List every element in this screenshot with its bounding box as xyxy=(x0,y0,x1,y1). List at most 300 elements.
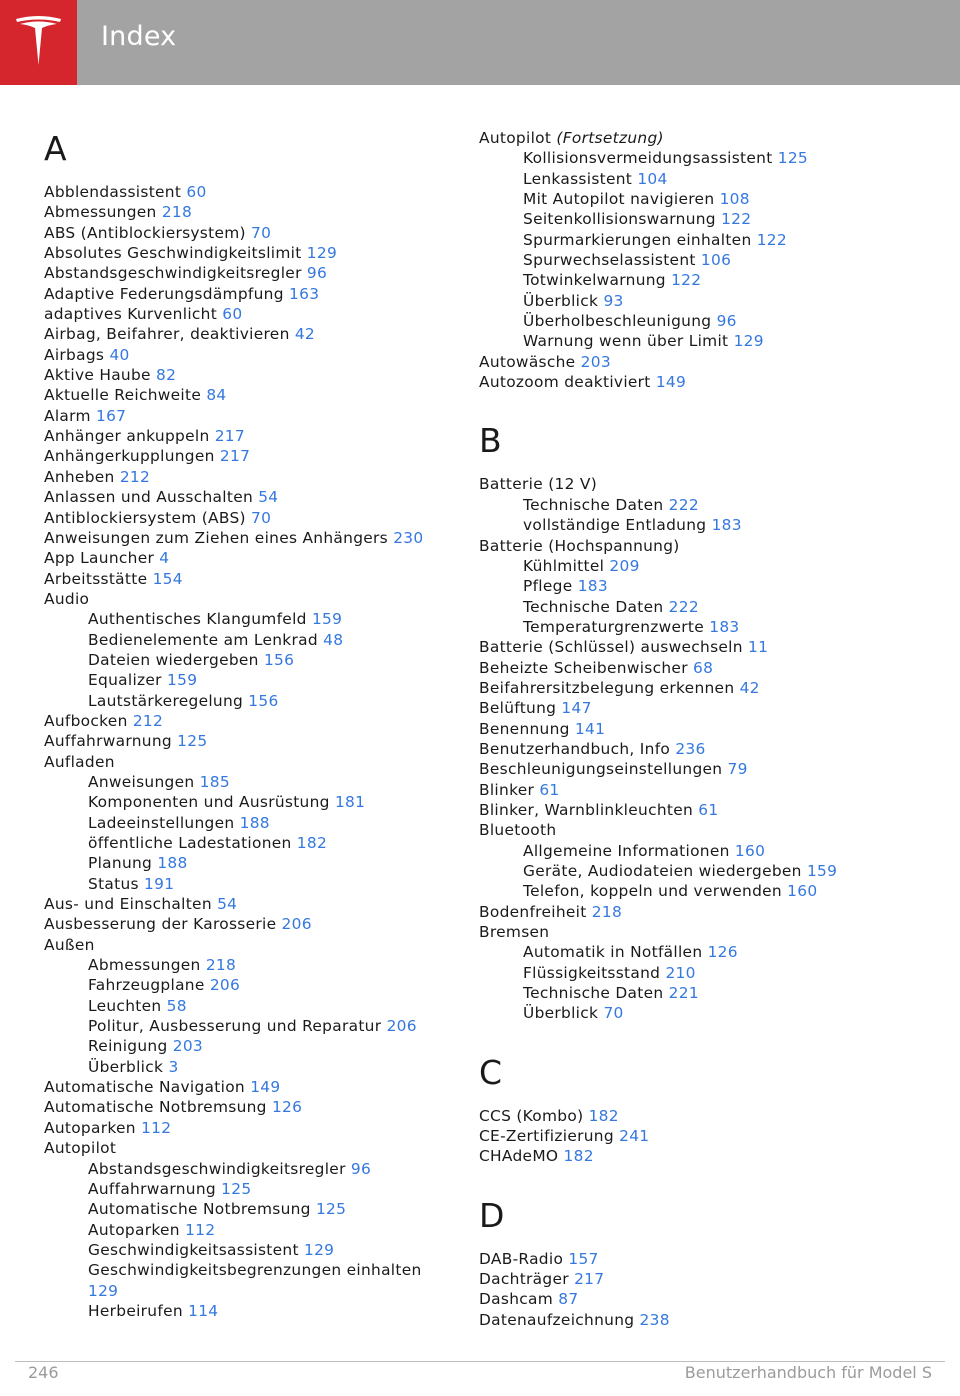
index-entry xyxy=(44,426,449,446)
page-link[interactable]: 125 xyxy=(315,1200,347,1219)
page-link[interactable]: 238 xyxy=(639,1310,670,1329)
page-link[interactable]: 156 xyxy=(248,691,279,710)
tesla-logo-icon xyxy=(13,13,64,71)
index-subentry xyxy=(44,792,449,812)
index-entry xyxy=(44,406,449,426)
page-link[interactable]: 183 xyxy=(711,516,742,535)
brand-logo xyxy=(0,0,77,85)
page-link[interactable]: 112 xyxy=(141,1118,172,1137)
index-entry xyxy=(44,1118,449,1138)
entry-term: Anweisungen zum Ziehen eines Anhängers xyxy=(44,528,388,547)
entry-term: Blinker, Warnblinkleuchten xyxy=(479,800,694,819)
index-entry xyxy=(479,678,919,698)
page-link[interactable]: 125 xyxy=(221,1179,252,1198)
entry-term: Abstandsgeschwindigkeitsregler xyxy=(44,264,302,283)
index-subentry xyxy=(44,1159,449,1179)
entry-term: Außen xyxy=(44,935,95,954)
entry-term: Überholbeschleunigung xyxy=(523,312,712,331)
entry-term: Lautstärkeregelung xyxy=(88,691,244,710)
index-entry xyxy=(44,223,449,243)
entry-term: Politur, Ausbesserung und Reparatur xyxy=(88,1017,382,1036)
index-entry xyxy=(44,304,449,324)
page-link[interactable]: 217 xyxy=(219,447,251,466)
index-subentry xyxy=(479,963,919,983)
page-link[interactable]: 230 xyxy=(393,528,424,547)
index-entry xyxy=(479,1289,919,1309)
index-subentry xyxy=(479,861,919,881)
footer-manual-title: Benutzerhandbuch für Model S xyxy=(684,1363,932,1382)
entry-term: Spurwechselassistent xyxy=(523,251,696,270)
index-entry xyxy=(479,800,919,820)
index-subentry xyxy=(479,250,919,270)
page-link[interactable]: 87 xyxy=(558,1290,579,1309)
entry-term: Beheizte Scheibenwischer xyxy=(479,658,688,677)
page-link[interactable]: 149 xyxy=(655,373,687,392)
entry-term: DAB-Radio xyxy=(479,1249,564,1268)
page-link[interactable]: 108 xyxy=(719,190,750,209)
entry-term: Bedienelemente am Lenkrad xyxy=(88,630,318,649)
section-letter: B xyxy=(479,421,502,461)
index-entry xyxy=(44,263,449,283)
entry-term: Kollisionsvermeidungsassistent xyxy=(523,149,773,168)
entry-term: öffentliche Ladestationen xyxy=(88,834,292,852)
index-entry xyxy=(44,569,449,589)
entry-term: Technische Daten xyxy=(523,984,664,1003)
page-link[interactable]: 159 xyxy=(806,862,838,880)
entry-term: App Launcher xyxy=(44,549,155,568)
entry-term: Auffahrwarnung xyxy=(44,732,172,751)
page-link[interactable]: 209 xyxy=(609,556,640,575)
entry-term: Alarm xyxy=(44,406,91,425)
entry-term: Abblendassistent xyxy=(44,183,182,201)
index-subentry xyxy=(44,650,449,670)
index-subentry xyxy=(479,556,919,576)
page-link[interactable]: 70 xyxy=(603,1004,624,1023)
page-link[interactable]: 125 xyxy=(777,149,809,168)
index-entry xyxy=(479,902,919,922)
index-entry xyxy=(44,202,449,222)
index-entry xyxy=(44,385,449,405)
index-subentry xyxy=(479,270,919,290)
page-link[interactable]: 212 xyxy=(132,711,164,730)
page-link[interactable]: 112 xyxy=(185,1220,216,1239)
index-entry xyxy=(479,1249,919,1269)
entry-term: Anweisungen xyxy=(88,772,195,791)
page-link[interactable]: 222 xyxy=(668,495,699,514)
index-subentry xyxy=(44,1260,449,1301)
entry-term: Seitenkollisionswarnung xyxy=(523,210,716,229)
index-entry xyxy=(479,780,919,800)
continuation-note: (Fortsetzung) xyxy=(556,129,664,147)
index-subentry xyxy=(479,841,919,861)
entry-term: Benennung xyxy=(479,719,570,738)
entry-term: Flüssigkeitsstand xyxy=(523,963,661,982)
page-link[interactable]: 70 xyxy=(251,508,272,527)
index-subentry xyxy=(44,853,449,873)
page-link[interactable]: 206 xyxy=(209,976,241,995)
index-subentry xyxy=(479,576,919,596)
entry-term: Fahrzeugplane xyxy=(88,976,205,995)
index-entry xyxy=(44,935,449,955)
page-link[interactable]: 93 xyxy=(603,291,624,310)
entry-term: Beschleunigungseinstellungen xyxy=(479,760,723,779)
index-subentry xyxy=(479,515,919,535)
page-link[interactable]: 183 xyxy=(577,577,608,596)
page-link[interactable]: 54 xyxy=(217,895,238,914)
index-subentry xyxy=(479,311,919,331)
index-subentry xyxy=(44,609,449,629)
entry-term: Anlassen und Ausschalten xyxy=(44,488,254,507)
entry-term: Aktive Haube xyxy=(44,366,151,385)
page-link[interactable]: 181 xyxy=(334,793,366,812)
entry-term: Herbeirufen xyxy=(88,1301,183,1320)
entry-term: Batterie (Schlüssel) auswechseln xyxy=(479,638,743,657)
entry-term: Adaptive Federungsdämpfung xyxy=(44,284,284,303)
page-link[interactable]: 191 xyxy=(144,874,175,893)
entry-term: Aufladen xyxy=(44,752,115,771)
index-subentry xyxy=(44,1036,449,1056)
entry-term: Temperaturgrenzwerte xyxy=(523,617,705,636)
page-link[interactable]: 160 xyxy=(787,882,818,901)
index-subentry xyxy=(479,617,919,637)
page-title: Index xyxy=(101,21,177,52)
page-link[interactable]: 203 xyxy=(580,352,611,371)
entry-term: Anheben xyxy=(44,467,115,486)
page-link[interactable]: 122 xyxy=(756,230,787,249)
page-link[interactable]: 4 xyxy=(159,549,170,568)
index-entry xyxy=(479,637,919,657)
entry-term: Kühlmittel xyxy=(523,556,605,575)
entry-term: Beifahrersitzbelegung erkennen xyxy=(479,678,735,697)
entry-term: Airbags xyxy=(44,345,105,364)
entry-term: CCS (Kombo) xyxy=(479,1106,584,1125)
entry-term: CE-Zertifizierung xyxy=(479,1127,614,1146)
index-subentry xyxy=(479,942,919,962)
entry-term: Blinker xyxy=(479,780,535,799)
index-subentry xyxy=(44,1220,449,1240)
page-header xyxy=(0,0,960,85)
page-link[interactable]: 147 xyxy=(561,699,592,718)
page-link[interactable]: 156 xyxy=(263,650,295,669)
section-letter: D xyxy=(479,1195,505,1235)
page-link[interactable]: 106 xyxy=(700,251,732,270)
index-subentry xyxy=(479,189,919,209)
section-letter: C xyxy=(479,1052,503,1092)
page-link[interactable]: 79 xyxy=(727,760,748,779)
index-subentry xyxy=(479,169,919,189)
footer-divider xyxy=(15,1361,945,1362)
page-link[interactable]: 241 xyxy=(619,1127,650,1146)
index-entry xyxy=(44,1077,449,1097)
entry-term: Airbag, Beifahrer, deaktivieren xyxy=(44,325,290,344)
index-column-right xyxy=(479,128,919,1330)
entry-term: Absolutes Geschwindigkeitslimit xyxy=(44,244,302,263)
index-subentry xyxy=(479,495,919,515)
index-subentry xyxy=(479,291,919,311)
index-subentry xyxy=(479,148,919,168)
entry-term: Geschwindigkeitsbegrenzungen einhalten xyxy=(88,1261,422,1280)
entry-term: Aus- und Einschalten xyxy=(44,895,212,914)
entry-term: Pflege xyxy=(523,577,573,596)
page-link[interactable]: 154 xyxy=(152,569,183,588)
index-subentry xyxy=(479,331,919,351)
index-subentry xyxy=(44,1240,449,1260)
page-link[interactable]: 122 xyxy=(721,210,752,229)
page-link[interactable]: 96 xyxy=(350,1159,372,1178)
page-link[interactable]: 206 xyxy=(386,1017,417,1036)
entry-term: Abmessungen xyxy=(88,956,201,975)
index-entry xyxy=(479,128,919,148)
entry-term: Aktuelle Reichweite xyxy=(44,386,202,405)
page-link[interactable]: 163 xyxy=(289,284,320,303)
entry-term: Equalizer xyxy=(88,671,162,690)
page-link[interactable]: 60 xyxy=(186,183,207,201)
entry-term: Batterie (12 V) xyxy=(479,475,598,494)
page-link[interactable]: 61 xyxy=(698,800,719,819)
entry-term: Geräte, Audiodateien wiedergeben xyxy=(523,862,802,880)
entry-term: Automatik in Notfällen xyxy=(523,943,703,962)
index-subentry xyxy=(479,881,919,901)
page-link[interactable]: 114 xyxy=(188,1301,219,1320)
footer-page-number: 246 xyxy=(28,1363,59,1382)
index-subentry xyxy=(44,1199,449,1219)
page-link[interactable]: 129 xyxy=(88,1281,119,1300)
index-entry xyxy=(479,474,919,494)
entry-term: Dateien wiedergeben xyxy=(88,650,259,669)
entry-term: Bluetooth xyxy=(479,821,557,840)
page-link[interactable]: 236 xyxy=(675,739,706,758)
entry-term: Technische Daten xyxy=(523,597,664,616)
page-link[interactable]: 210 xyxy=(665,963,696,982)
page-link[interactable]: 104 xyxy=(637,169,668,188)
entry-term: Mit Autopilot navigieren xyxy=(523,190,715,209)
page-link[interactable]: 182 xyxy=(563,1147,594,1166)
index-entry xyxy=(44,548,449,568)
entry-term: Totwinkelwarnung xyxy=(523,271,666,290)
index-entry xyxy=(479,698,919,718)
index-subentry xyxy=(44,1179,449,1199)
entry-term: Auffahrwarnung xyxy=(88,1179,216,1198)
index-entry xyxy=(44,487,449,507)
page-link[interactable]: 96 xyxy=(716,312,737,331)
page-link[interactable]: 218 xyxy=(161,203,193,222)
page-link[interactable]: 218 xyxy=(205,956,237,975)
entry-term: Status xyxy=(88,874,139,893)
entry-term: Reinigung xyxy=(88,1037,168,1056)
index-entry xyxy=(479,1310,919,1330)
index-entry xyxy=(479,759,919,779)
index-subentry xyxy=(479,983,919,1003)
entry-term: Autoparken xyxy=(44,1118,136,1137)
page-link[interactable]: 160 xyxy=(734,841,766,860)
page-link[interactable]: 212 xyxy=(119,467,151,486)
page-link[interactable]: 217 xyxy=(214,427,245,446)
page-link[interactable]: 149 xyxy=(250,1078,281,1097)
index-entry xyxy=(44,243,449,263)
page-link[interactable]: 218 xyxy=(591,902,623,921)
page-link[interactable]: 3 xyxy=(168,1057,179,1076)
entry-term: Warnung wenn über Limit xyxy=(523,332,729,351)
index-entry xyxy=(44,894,449,914)
page-link[interactable]: 221 xyxy=(668,984,699,1003)
index-entry xyxy=(44,752,449,772)
entry-term: CHAdeMO xyxy=(479,1147,559,1166)
index-subentry xyxy=(44,833,449,853)
entry-term: Bremsen xyxy=(479,923,550,942)
page-link[interactable]: 60 xyxy=(222,305,243,324)
page-link[interactable]: 96 xyxy=(306,264,328,283)
index-entry xyxy=(479,1146,919,1166)
entry-term: Autowäsche xyxy=(479,352,576,371)
page-link[interactable]: 203 xyxy=(172,1037,204,1056)
page-link[interactable]: 167 xyxy=(96,406,127,425)
page-link[interactable]: 141 xyxy=(574,719,606,738)
index-subentry xyxy=(479,209,919,229)
entry-term: Leuchten xyxy=(88,996,162,1015)
entry-term: Belüftung xyxy=(479,699,557,718)
index-entry xyxy=(44,345,449,365)
entry-term: Anhängerkupplungen xyxy=(44,447,215,466)
page-link[interactable]: 48 xyxy=(323,630,344,649)
entry-term: Dashcam xyxy=(479,1290,554,1309)
index-entry xyxy=(44,1138,449,1158)
entry-term: ABS (Antiblockiersystem) xyxy=(44,223,246,242)
entry-term: Arbeitsstätte xyxy=(44,569,148,588)
page-link[interactable]: 82 xyxy=(156,366,177,385)
index-entry xyxy=(44,1097,449,1117)
page-link[interactable]: 185 xyxy=(199,772,230,791)
index-column-left xyxy=(44,128,449,1321)
page-link[interactable]: 58 xyxy=(166,996,187,1015)
page-link[interactable]: 188 xyxy=(157,854,188,873)
index-entry xyxy=(479,719,919,739)
page-link[interactable]: 157 xyxy=(568,1249,599,1268)
entry-term: Antiblockiersystem (ABS) xyxy=(44,508,246,527)
entry-term: Komponenten und Ausrüstung xyxy=(88,793,330,812)
index-subentry xyxy=(479,230,919,250)
page-link[interactable]: 11 xyxy=(748,638,769,657)
page-link[interactable]: 40 xyxy=(109,345,130,364)
entry-term: Bodenfreiheit xyxy=(479,902,587,921)
page-link[interactable]: 42 xyxy=(294,325,316,344)
index-entry xyxy=(479,658,919,678)
index-entry xyxy=(479,739,919,759)
index-subentry xyxy=(44,996,449,1016)
page-link[interactable]: 222 xyxy=(668,597,699,616)
index-entry xyxy=(479,1269,919,1289)
index-entry xyxy=(479,922,919,942)
index-entry xyxy=(44,182,449,202)
entry-term: Automatische Notbremsung xyxy=(44,1098,267,1117)
index-entry xyxy=(44,508,449,528)
entry-term: Autopilot xyxy=(479,129,552,147)
entry-term: Audio xyxy=(44,589,90,608)
entry-term: Geschwindigkeitsassistent xyxy=(88,1240,299,1259)
index-entry xyxy=(479,820,919,840)
page-link[interactable]: 125 xyxy=(177,732,208,751)
page-link[interactable]: 61 xyxy=(539,780,560,799)
page-link[interactable]: 129 xyxy=(303,1240,335,1259)
page-link[interactable]: 182 xyxy=(588,1106,619,1125)
index-subentry xyxy=(44,975,449,995)
entry-term: Überblick xyxy=(523,1004,599,1023)
entry-term: Benutzerhandbuch, Info xyxy=(479,739,671,758)
page-link[interactable]: 159 xyxy=(167,671,198,690)
entry-term: Überblick xyxy=(88,1057,164,1076)
page-link[interactable]: 84 xyxy=(206,386,227,405)
page-link[interactable]: 126 xyxy=(271,1098,303,1117)
index-entry xyxy=(44,589,449,609)
page-link[interactable]: 182 xyxy=(296,834,328,852)
entry-term: Datenaufzeichnung xyxy=(479,1310,635,1329)
page-link[interactable]: 122 xyxy=(671,271,702,290)
entry-term: Authentisches Klangumfeld xyxy=(88,610,307,629)
index-entry xyxy=(44,914,449,934)
page-link[interactable]: 126 xyxy=(707,943,738,962)
index-entry xyxy=(44,711,449,731)
entry-term: Ausbesserung der Karosserie xyxy=(44,915,277,934)
index-entry xyxy=(479,1106,919,1126)
index-subentry xyxy=(479,1003,919,1023)
index-entry xyxy=(479,352,919,372)
page-link[interactable]: 129 xyxy=(306,244,338,263)
index-entry xyxy=(44,731,449,751)
index-entry xyxy=(44,446,449,466)
entry-term: Automatische Navigation xyxy=(44,1078,245,1097)
page-link[interactable]: 129 xyxy=(733,332,764,351)
entry-term: Überblick xyxy=(523,291,599,310)
index-subentry xyxy=(44,1057,449,1077)
index-subentry xyxy=(44,813,449,833)
entry-term: adaptives Kurvenlicht xyxy=(44,305,218,324)
entry-term: Autoparken xyxy=(88,1220,180,1239)
page-link[interactable]: 188 xyxy=(239,813,270,832)
index-subentry xyxy=(44,772,449,792)
entry-term: Allgemeine Informationen xyxy=(523,841,730,860)
page-link[interactable]: 54 xyxy=(258,488,279,507)
entry-term: Batterie (Hochspannung) xyxy=(479,536,680,555)
page-link[interactable]: 159 xyxy=(311,610,343,629)
index-entry xyxy=(479,372,919,392)
index-subentry xyxy=(44,874,449,894)
entry-term: Technische Daten xyxy=(523,495,664,514)
index-subentry xyxy=(44,1016,449,1036)
index-entry xyxy=(479,536,919,556)
page-link[interactable]: 183 xyxy=(709,617,740,636)
page-link[interactable]: 217 xyxy=(574,1270,605,1289)
entry-term: Abmessungen xyxy=(44,203,157,222)
entry-term: Spurmarkierungen einhalten xyxy=(523,230,752,249)
page-link[interactable]: 70 xyxy=(251,223,272,242)
index-entry xyxy=(44,365,449,385)
index-subentry xyxy=(44,691,449,711)
page-link[interactable]: 68 xyxy=(693,658,714,677)
entry-term: Lenkassistent xyxy=(523,169,633,188)
index-subentry xyxy=(44,955,449,975)
entry-term: Abstandsgeschwindigkeitsregler xyxy=(88,1159,346,1178)
index-entry xyxy=(44,528,449,548)
entry-term: Autopilot xyxy=(44,1139,117,1158)
index-subentry xyxy=(44,630,449,650)
index-subentry xyxy=(44,1301,449,1321)
page-link[interactable]: 206 xyxy=(281,915,312,934)
page-link[interactable]: 42 xyxy=(739,678,760,697)
entry-term: vollständige Entladung xyxy=(523,516,707,535)
index-entry xyxy=(479,1126,919,1146)
index-entry xyxy=(44,467,449,487)
section-letter: A xyxy=(44,129,67,168)
index-subentry xyxy=(44,670,449,690)
